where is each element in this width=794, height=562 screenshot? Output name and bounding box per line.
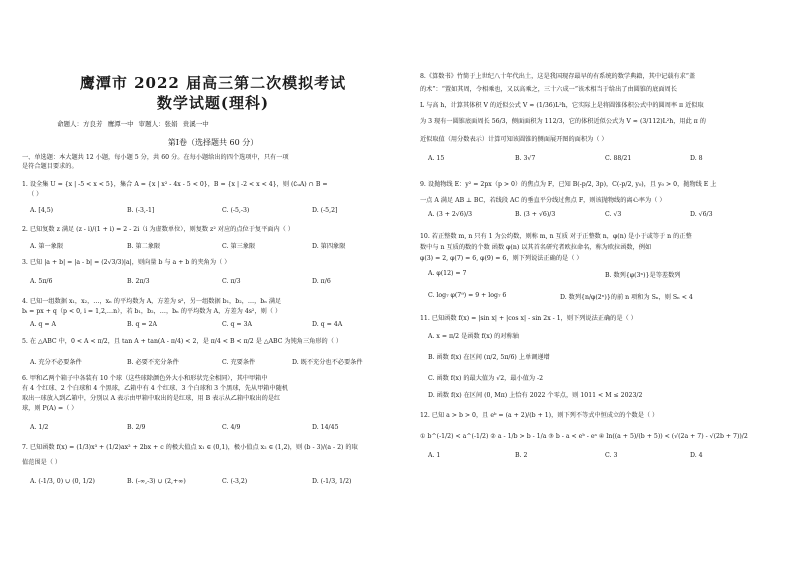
q1-option-b: B. (-3,-1] — [127, 207, 155, 214]
q7-option-a: A. (-1/3, 0) ∪ (0, 1/2) — [30, 478, 95, 485]
q11-option-b: B. 函数 f(x) 在区间 (π/2, 5π/6) 上单调递增 — [428, 354, 550, 361]
q10-line-3: φ(3) = 2, φ(7) = 6, φ(9) = 6，则下列说法正确的是（ ） — [420, 255, 583, 262]
q11-option-c: C. 函数 f(x) 的最大值为 √2，最小值为 -2 — [428, 375, 544, 382]
q12-items: ① b^(-1/2) < a^(-1/2) ② a - 1/b > b - 1/a ③ b - a < eᵇ - eᵃ ④ ln((a + 5)/(b + 5)) < (√(2a + 7) - √(2b + 7))/2 — [420, 433, 748, 440]
q4-stem-line-2: bᵢ = px + q（p < 0, i = 1,2,…n），若 b₁，b₂，…，bₙ 的平均数为 A，方差为 4s²，则（ ） — [22, 308, 282, 315]
q3-option-a: A. 5π/6 — [30, 278, 53, 285]
q8-line-3: L 与高 h，计算其体积 V 的近似公式 V ≈ (1/36)L²h，它实际上是将圆锥体积公式中的圆周率 π 近似取 — [420, 102, 704, 109]
q8-line-4: 为 3 现有一圆锥底面周长 56/3，侧面面积为 112/3，它的体积近似公式为 V ≈ (3/112)L²h，用此 π 的 — [420, 118, 706, 125]
q2-option-a: A. 第一象限 — [30, 243, 64, 250]
q5-stem: 5. 在 △ABC 中，0 < A < π/2，且 tan A + tan(A - π/4) < 2，是 π/4 < B < π/2 是 △ABC 为钝角三角形的（ ） — [22, 338, 343, 345]
q11-option-d: D. 函数 f(x) 在区间 (0, Mπ) 上恰有 2022 个零点，则 1011 < M ≤ 2023/2 — [428, 392, 643, 399]
q4-stem-line-1: 4. 已知一组数据 x₁，x₂，…，xₙ 的平均数为 A，方差为 s²，另一组数据 b₁，b₂，…，bₙ 满足 — [22, 298, 282, 305]
section-title: 第Ⅰ卷（选择题共 60 分） — [167, 138, 259, 147]
q1-paren: （ ） — [28, 191, 43, 198]
q8-option-c: C. 88/21 — [605, 155, 632, 162]
q2-option-b: B. 第二象限 — [127, 243, 161, 250]
q1-option-a: A. [4,5) — [30, 207, 54, 214]
q11-stem: 11. 已知函数 f(x) = |sin x| + |cos x| - sin 2x - 1，则下列说法正确的是（ ） — [420, 315, 637, 322]
q12-stem: 12. 已知 a > b > 0，且 eᵇ = (a + 2)/(b + 1)，则下列不等式中恒成立的个数是（ ） — [420, 412, 659, 419]
q8-option-a: A. 15 — [428, 155, 445, 162]
q1-option-c: C. (-5,-3) — [222, 207, 250, 214]
q6-line-2: 有 4 个红球、2 个白球和 4 个黑球，乙箱中有 4 个红球、3 个白球和 3 个黑球，先从甲箱中随机 — [22, 385, 289, 392]
q4-option-c: C. q = 3A — [222, 321, 252, 328]
q10-option-b: B. 数列{φ(3ⁿ)}是等差数列 — [605, 272, 681, 279]
q8-line-1: 8.《算数书》竹简于上世纪八十年代出土，这是我国现存最早的有系统的数学典籍，其中记载有求“盖 — [420, 73, 696, 80]
q6-option-a: A. 1/2 — [30, 424, 49, 431]
q7-option-b: B. (-∞,-3) ∪ (2,+∞) — [127, 478, 186, 485]
q5-option-b: B. 必要不充分条件 — [127, 359, 179, 366]
q5-option-d: D. 既不充分也不必要条件 — [292, 359, 363, 366]
q6-option-d: D. 14/45 — [312, 424, 339, 431]
q8-line-2: 的术”：“置如其周，令相乘也，又以高乘之，三十六成一”该术相当于给出了由圆锥的底面周长 — [420, 86, 677, 93]
q3-option-c: C. π/3 — [222, 278, 241, 285]
q11-option-a: A. x = π/2 是函数 f(x) 的对称轴 — [428, 333, 519, 340]
q7-stem-line-1: 7. 已知函数 f(x) = (1/3)x³ + (1/2)ax² + 2bx + c 的极大值点 x₁ ∈ (0,1)，极小值点 x₂ ∈ (1,2)，则 (b - 3)/(a - 2) 的取 — [22, 444, 358, 451]
q9-line-2: 一点 A 满足 AB ⊥ BC，若线段 AC 的垂直平分线过焦点 F，则该抛物线的离心率为（ ） — [420, 197, 666, 204]
exam-subtitle: 数学试题(理科) — [156, 94, 270, 112]
q7-option-d: D. (-1/3, 1/2) — [312, 478, 352, 485]
q8-option-d: D. 8 — [690, 155, 703, 162]
q12-option-a: A. 1 — [428, 452, 441, 459]
q5-option-a: A. 充分不必要条件 — [30, 359, 82, 366]
q8-line-5: 近似取值（用分数表示）计算可知该圆锥的侧面展开图的面积为（ ） — [420, 136, 608, 143]
intro-line-1: 一、单选题：本大题共 12 小题，每小题 5 分，共 60 分。在每小题给出的四个选项中，只有一项 — [22, 154, 289, 161]
q7-stem-line-2: 值范围是（ ） — [22, 459, 62, 466]
q5-option-c: C. 充要条件 — [222, 359, 256, 366]
q6-option-c: C. 4/9 — [222, 424, 241, 431]
q6-line-1: 6. 甲和乙两个箱子中各装有 10 个球（这些球除颜色外大小和形状完全相同），其中甲箱中 — [22, 375, 268, 382]
q9-option-a: A. (3 + 2√6)/3 — [428, 211, 473, 218]
q10-option-c: C. log₇ φ(7⁹) = 9 + log₇ 6 — [428, 292, 507, 299]
q2-option-c: C. 第三象限 — [222, 243, 256, 250]
q10-option-a: A. φ(12) = 7 — [428, 270, 467, 277]
q4-option-d: D. q = 4A — [312, 321, 343, 328]
q9-option-b: B. (3 + √6)/3 — [515, 211, 556, 218]
q12-option-b: B. 2 — [515, 452, 528, 459]
q2-option-d: D. 第四象限 — [312, 243, 346, 250]
q12-option-d: D. 4 — [690, 452, 703, 459]
q1-stem: 1. 设全集 U = {x | -5 < x < 5}，集合 A = {x | x² - 4x - 5 < 0}，B = {x | -2 < x < 4}，则 (∁ᵤA) ∩ B = — [22, 181, 328, 188]
q6-option-b: B. 2/9 — [127, 424, 146, 431]
q3-option-d: D. π/6 — [312, 278, 331, 285]
q9-option-c: C. √3 — [605, 211, 622, 218]
q2-stem: 2. 已知复数 z 满足 (z - i)/(1 + i) = 2 - 2i（i 为虚数单位），则复数 z² 对应的点位于复平面内（ ） — [22, 226, 294, 233]
q10-option-d: D. 数列{n/φ(2ⁿ)}的前 n 项和为 Sₙ，则 Sₙ < 4 — [560, 294, 693, 301]
q9-option-d: D. √6/3 — [690, 211, 713, 218]
q1-option-d: D. (-5,2] — [312, 207, 338, 214]
exam-title: 鹰潭市 2022 届高三第二次模拟考试 — [79, 74, 347, 92]
authors-line: 命题人：方良芳 鹰潭一中 审题人：张娟 贵溪一中 — [57, 120, 209, 128]
intro-line-2: 是符合题目要求的。 — [22, 163, 78, 170]
q3-stem: 3. 已知 |a + b| = |a - b| = (2√3/3)|a|，则向量 b 与 a + b 的夹角为（ ） — [22, 259, 231, 266]
q4-option-b: B. q = 2A — [127, 321, 157, 328]
q10-line-1: 10. 若正整数 m, n 只有 1 为公约数，则称 m, n 互质 对于正整数 n，φ(n) 是小于或等于 n 的正整 — [420, 233, 692, 240]
q8-option-b: B. 3√7 — [515, 155, 536, 162]
q6-line-4: 球，则 P(A) =（ ） — [22, 405, 78, 412]
q4-option-a: A. q = A — [30, 321, 56, 328]
q10-line-2: 数中与 n 互质的数的个数 函数 φ(n) 以其首名研究者欧拉命名，称为欧拉函数，例如 — [420, 244, 652, 251]
q9-line-1: 9. 设抛物线 E：y² = 2px（p > 0）的焦点为 F，已知 B(-p/2, 3p)，C(-p/2, y₀)，且 y₀ > 0，抛物线 E 上 — [420, 181, 717, 188]
q12-option-c: C. 3 — [605, 452, 618, 459]
q6-line-3: 取出一球放入到乙箱中，分别以 A 表示由甲箱中取出的是红球，用 B 表示从乙箱中取出的是红 — [22, 395, 281, 402]
q7-option-c: C. (-3,2) — [222, 478, 248, 485]
q3-option-b: B. 2π/3 — [127, 278, 150, 285]
